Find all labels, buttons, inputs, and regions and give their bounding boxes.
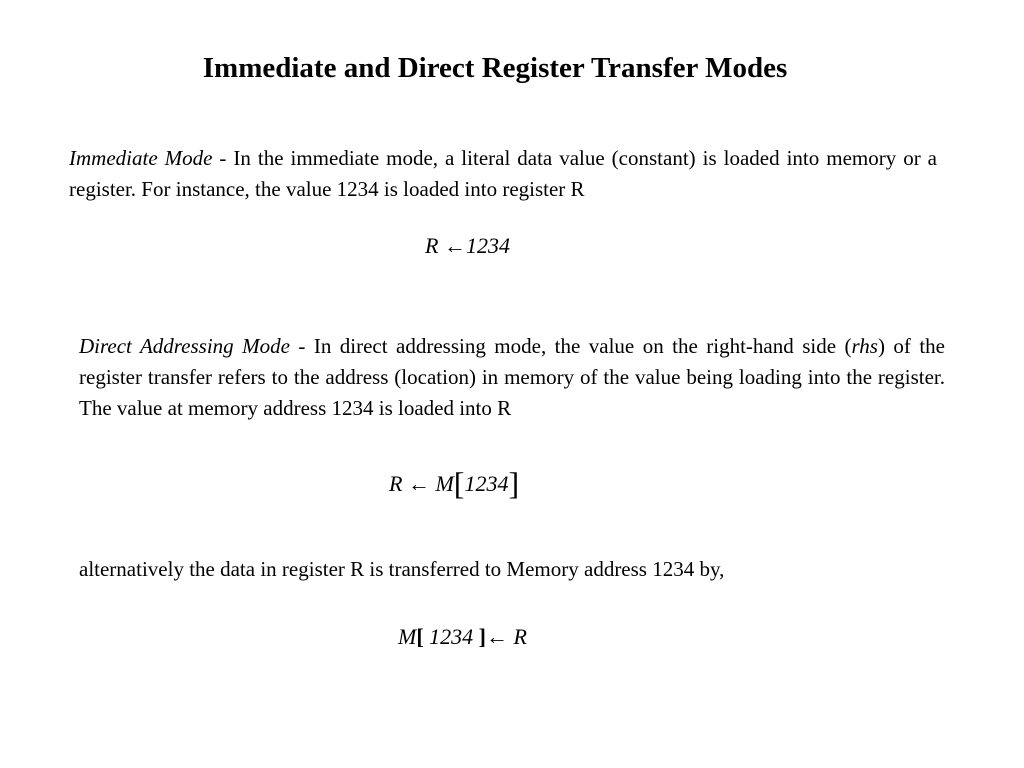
rhs-term: rhs — [851, 334, 878, 358]
equation-memory: M — [435, 471, 454, 496]
equation-lhs: R — [425, 233, 439, 258]
equation-lhs: R — [389, 471, 403, 496]
left-arrow-icon: ← — [407, 471, 430, 496]
immediate-mode-equation — [425, 233, 510, 259]
equation-memory: M — [398, 624, 417, 649]
equation-address: 1234 — [429, 624, 474, 649]
direct-mode-equation — [389, 465, 519, 502]
immediate-mode-description: - In the immediate mode, a literal data value (constant) is loaded into memory or a register. For instance, the value 1234 is loaded into register R — [69, 146, 937, 201]
left-arrow-icon: ← — [443, 233, 466, 258]
direct-mode-description-end: ) of the register transfer refers to the address (location) in memory of the value being loading into the register. The value at memory address 1234 is loaded into R — [79, 334, 945, 420]
direct-mode-paragraph — [79, 331, 945, 424]
immediate-mode-term: Immediate Mode — [69, 146, 213, 170]
close-bracket: ] — [478, 624, 486, 649]
open-bracket: [ — [453, 465, 465, 501]
direct-mode-term: Direct Addressing Mode — [79, 334, 290, 358]
open-bracket: [ — [416, 624, 424, 649]
slide-title: Immediate and Direct Register Transfer Modes — [202, 52, 788, 84]
direct-mode-description-start: - In direct addressing mode, the value on the right-hand side ( — [289, 334, 852, 358]
immediate-mode-paragraph — [69, 143, 937, 205]
equation-rhs: R — [513, 624, 527, 649]
equation-address: 1234 — [464, 471, 509, 496]
equation-rhs: 1234 — [465, 233, 510, 258]
left-arrow-icon: ← — [485, 624, 508, 649]
store-equation — [398, 624, 527, 650]
close-bracket: ] — [508, 465, 520, 501]
alternative-paragraph: alternatively the data in register R is transferred to Memory address 1234 by, — [79, 557, 725, 581]
